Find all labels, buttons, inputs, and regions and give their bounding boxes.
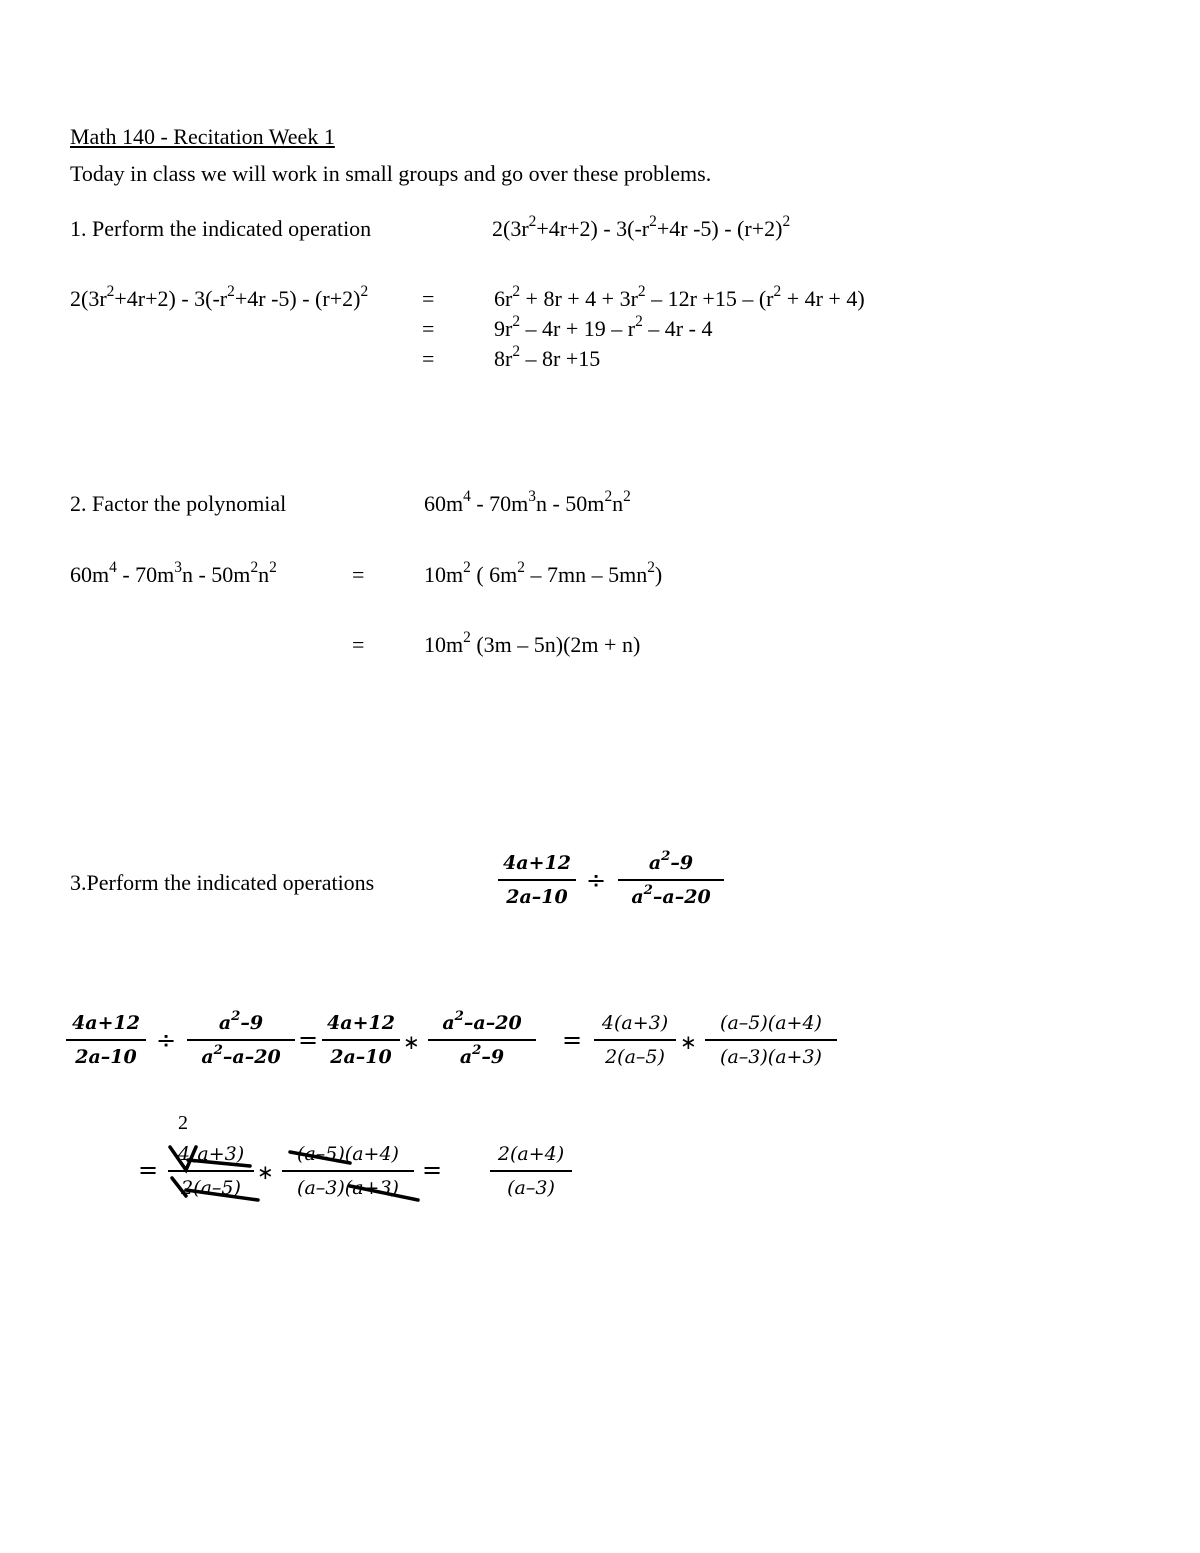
fraction-denominator: 2(a–5): [181, 1177, 241, 1199]
work-eq-1: =: [298, 1026, 319, 1054]
problem1-label: 1. Perform the indicated operation: [70, 216, 372, 241]
fraction-bar: [594, 1039, 676, 1041]
fraction-numerator: 4a+12: [327, 1012, 395, 1034]
problem1-eq-3: =: [422, 346, 435, 371]
fraction-bar: [618, 879, 724, 881]
fraction-numerator: $a^2-9$: [648, 849, 694, 874]
result-fraction: [490, 1141, 572, 1201]
intro-text: Today in class we will work in small groups and go over these problems.: [70, 161, 712, 186]
page-title: Math 140 - Recitation Week 1: [70, 124, 335, 149]
fraction-numerator: 4(a+3): [601, 1012, 669, 1034]
work-fraction-2: [187, 1010, 295, 1070]
problem3-label: 3.Perform the indicated operations: [70, 870, 375, 895]
problem3-fraction-2: [618, 850, 724, 910]
problem2-work-lhs: $60m^4 - 70m^3n - 50m^2n^2$: [70, 559, 277, 587]
fraction-bar: [498, 879, 576, 881]
fraction-denominator: $a^2-9$: [459, 1043, 505, 1068]
work-fraction-1: [66, 1010, 146, 1070]
fraction-bar: [282, 1170, 414, 1172]
fraction-bar: [705, 1039, 837, 1041]
problem1-eq-2: =: [422, 316, 435, 341]
problem1-step-1: $6r^2 + 8r + 4 + 3r^2 - 12r +15 - (r^2 + 4r + 4)$: [494, 283, 865, 311]
problem1-step-3: $8r^2 - 8r +15$: [494, 343, 601, 371]
fraction-numerator: $a^2-9$: [218, 1009, 264, 1034]
work-eq-2: =: [562, 1026, 583, 1054]
problem3-fraction-1: [498, 850, 576, 910]
problem3-divide-sign: ÷: [586, 866, 607, 894]
cancel-fraction-1: [168, 1141, 254, 1201]
fraction-denominator: $a^2-a-20$: [631, 883, 711, 908]
work-divide-sign: ÷: [156, 1026, 177, 1054]
work-eq-3: =: [138, 1156, 159, 1184]
fraction-denominator: 2a–10: [330, 1046, 392, 1068]
fraction-numerator: 4(a+3): [177, 1143, 245, 1165]
problem1-expression: $2(3r^2+4r+2) - 3(-r^2+4r$ $-5) - (r+2)^2$: [492, 213, 791, 241]
cancel-fraction-2: [282, 1141, 414, 1201]
cancel-note: 2: [178, 1112, 188, 1134]
fraction-denominator: (a–3)(a+3): [720, 1046, 822, 1068]
work-times-sign-2: ∗: [680, 1030, 697, 1054]
fraction-denominator: 2a–10: [75, 1046, 137, 1068]
problem2-eq-1: =: [352, 562, 365, 587]
fraction-denominator: (a–3): [507, 1177, 555, 1199]
fraction-bar: [187, 1039, 295, 1041]
problem1-step-2: $9r^2 - 4r + 19 - r^2 - 4r - 4$: [494, 313, 713, 341]
work-fraction-6: [705, 1010, 837, 1070]
problem2-expression: $60m^4 - 70m^3n - 50m^2n^2$: [424, 488, 631, 516]
fraction-numerator: 2(a+4): [497, 1143, 565, 1165]
work-times-sign-1: ∗: [403, 1030, 420, 1054]
fraction-bar: [428, 1039, 536, 1041]
problem2-step-2: $10m^2$ (3m – 5n)(2m + n): [424, 629, 641, 657]
fraction-bar: [168, 1170, 254, 1172]
work-fraction-3: [322, 1010, 400, 1070]
problem1-eq-1: =: [422, 286, 435, 311]
problem2-eq-2: =: [352, 632, 365, 657]
fraction-numerator: (a–5)(a+4): [297, 1143, 399, 1165]
fraction-numerator: $a^2-a-20$: [442, 1009, 522, 1034]
problem1-work-lhs: $2(3r^2+4r+2) - 3(-r^2+4r$ $-5) - (r+2)^2$: [70, 283, 369, 311]
fraction-bar: [490, 1170, 572, 1172]
work-eq-4: =: [422, 1156, 443, 1184]
fraction-bar: [322, 1039, 400, 1041]
work-fraction-5: [594, 1010, 676, 1070]
fraction-denominator: (a–3)(a+3): [297, 1177, 399, 1199]
fraction-numerator: (a–5)(a+4): [720, 1012, 822, 1034]
fraction-numerator: 4a+12: [503, 852, 571, 874]
work-fraction-4: [428, 1010, 536, 1070]
work-times-sign-3: ∗: [257, 1160, 274, 1184]
fraction-numerator: 4a+12: [72, 1012, 140, 1034]
problem2-label: 2. Factor the polynomial: [70, 491, 287, 516]
fraction-denominator: $a^2-a-20$: [201, 1043, 281, 1068]
fraction-bar: [66, 1039, 146, 1041]
problem2-step-1: $10m^2$ ( $6m^2 - 7mn - 5mn^2$): [424, 559, 663, 587]
fraction-denominator: 2a–10: [506, 886, 568, 908]
fraction-denominator: 2(a–5): [605, 1046, 665, 1068]
